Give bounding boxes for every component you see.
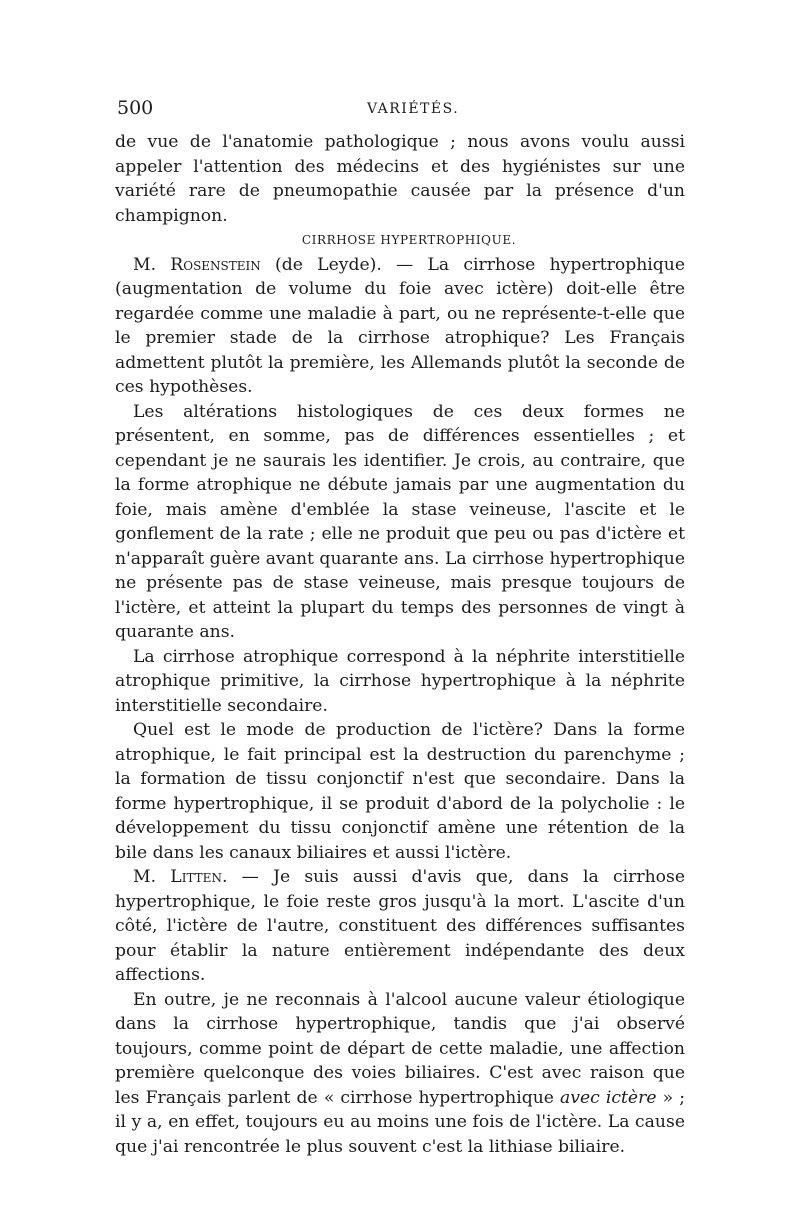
paragraph: Les altérations histologiques de ces deux formes ne présentent, en somme, pas de différences essentielles ; et cependant je ne saurais les identifier. Je crois, au contraire, que la forme atrophique ne débute jamais par une augmentation du foie, mais amène d'emblée la stase veineuse, l'ascite et le gonflement de la rate ; elle ne produit que peu ou pas d'ictère et n'apparaît guère avant quarante ans. La cirrhose hypertrophique ne présente pas de stase veineuse, mais presque toujours de l'ictère, et atteint la plupart du temps des personnes de vingt à quarante ans. xyxy=(115,401,685,642)
rosenstein-paragraph xyxy=(115,253,685,400)
rosenstein-text: — La cirrhose hypertrophique (augmentation de volume du foie avec ictère) doit-elle être regardée comme une maladie à part, ou ne représente-t-elle que le premier stade de la cirrhose atrophique? Les Français admettent plutôt la première, les Allemands plutôt la seconde de ces hypothèses. xyxy=(115,254,686,397)
speaker-name: M. Litten. xyxy=(133,867,228,887)
running-title: VARIÉTÉS. xyxy=(367,101,460,117)
body-text xyxy=(115,130,685,1159)
page-header xyxy=(117,97,697,125)
page-number: 500 xyxy=(117,97,154,119)
paragraph: Quel est le mode de production de l'ictère? Dans la forme atrophique, le fait principal est la destruction du parenchyme ; la formation de tissu conjonctif n'est que secondaire. Dans la forme hypertrophique, il se produit d'abord de la polycholie : le développement du tissu conjonctif amène une rétention de la bile dans les canaux biliaires et aussi l'ictère. xyxy=(115,720,685,863)
paragraph: La cirrhose atrophique correspond à la néphrite interstitielle atrophique primitive, la cirrhose hypertrophique à la néphrite interstitielle secondaire. xyxy=(115,646,685,716)
litten-text: — Je suis aussi d'avis que, dans la cirrhose hypertrophique, le foie reste gros jusqu'à la mort. L'ascite d'un côté, l'ictère de l'autre, constituent des différences suffisantes pour établir la nature entièrement indépendante des deux affections. xyxy=(115,867,685,985)
final-paragraph xyxy=(115,988,685,1160)
section-title: CIRRHOSE HYPERTROPHIQUE. xyxy=(301,233,517,247)
intro-paragraph: de vue de l'anatomie pathologique ; nous avons voulu aussi appeler l'attention des médecins et des hygiénistes sur une variété rare de pneumopathie causée par la présence d'un champignon. xyxy=(115,132,685,226)
litten-paragraph xyxy=(115,865,685,988)
speaker-name: M. Rosenstein xyxy=(133,254,261,275)
final-text-part: » ; il y a, en effet, toujours eu au moins une fois de l'ictère. La cause que j'ai rencontrée le plus souvent c'est la lithiase biliaire. xyxy=(115,1087,686,1157)
speaker-city: (de Leyde). xyxy=(275,254,382,275)
final-text-part: En outre, je ne reconnais à l'alcool aucune valeur étiologique dans la cirrhose hypertrophique, tandis que j'ai observé toujours, comme point de départ de cette maladie, une affection première quelconque des voies biliaires. C'est avec raison que les Français parlent de « cirrhose hypertrophique xyxy=(115,989,685,1108)
italic-phrase: avec ictère xyxy=(560,1087,657,1108)
